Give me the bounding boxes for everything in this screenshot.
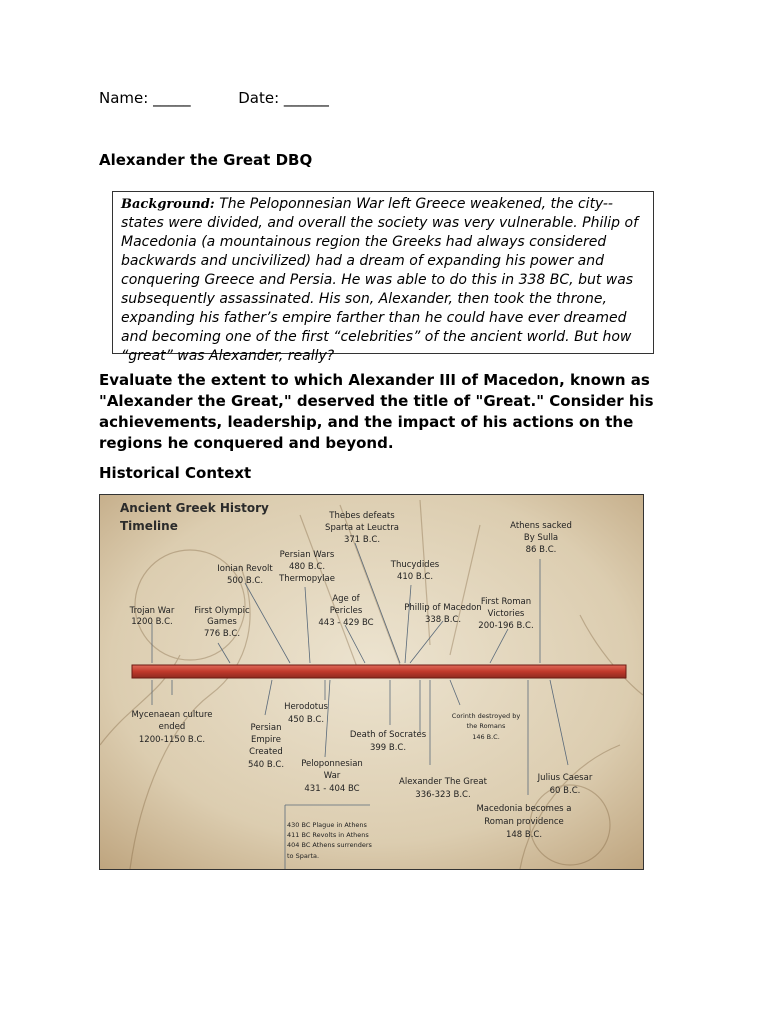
historical-context-heading: Historical Context [99,464,252,482]
timeline-bar [132,665,626,678]
timeline-title: Ancient Greek History [120,501,269,515]
event-roman-1: First Roman [480,597,532,607]
event-corinth-3: 146 B.C. [472,733,500,741]
event-pericles-2: Pericles [329,606,363,616]
event-roman-3: 200-196 B.C. [478,621,534,631]
event-athens-2: By Sulla [523,533,559,543]
event-corinth-1: Corinth destroyed by [451,712,521,720]
event-thebes-1: Thebes defeats [329,511,395,521]
event-persian-3: Thermopylae [279,574,335,584]
event-corinth-2: the Romans [466,722,506,730]
event-mycenaean-1: Mycenaean culture [131,710,213,720]
event-ionian-2: 500 B.C. [226,576,264,586]
event-macedonia-3: 148 B.C. [505,830,543,840]
event-roman-2: Victories [487,609,525,619]
event-olympic-3: 776 B.C. [203,629,241,639]
event-herodotus-1: Herodotus [284,702,328,712]
background-label: Background: [121,197,215,212]
event-macedonia-1: Macedonia becomes a [476,804,572,814]
event-herodotus-2: 450 B.C. [287,715,325,725]
event-ionian-1: Ionian Revolt [217,564,273,574]
event-mycenaean-2: ended [158,722,186,732]
timeline-subtitle: Timeline [120,519,178,533]
event-athens-1: Athens sacked [510,521,572,531]
event-pericles-1: Age of [332,594,360,604]
event-peloponnesian-2: War [323,771,341,781]
event-philip-2: 338 B.C. [424,615,462,625]
event-socrates-1: Death of Socrates [349,730,427,740]
event-caesar-2: 60 B.C. [549,786,581,796]
event-persian-empire-4: 540 B.C. [247,760,285,770]
event-caesar-1: Julius Caesar [537,773,593,783]
event-thebes-3: 371 B.C. [343,535,381,545]
event-alexander-1: Alexander The Great [399,777,487,787]
event-persian-empire-2: Empire [251,735,281,745]
essay-prompt: Evaluate the extent to which Alexander III of Macedon, known as "Alexander the Great," deserved the title of "Great." Consider his achievements, leadership, and the impact of his actions on the regions he conquered and beyond. [99,371,654,452]
event-olympic-2: Games [207,617,237,627]
event-notes-4: to Sparta. [287,852,320,860]
event-persian-empire-3: Created [249,747,283,757]
event-persian-empire-1: Persian [250,723,282,733]
event-socrates-2: 399 B.C. [369,743,407,753]
event-trojan-1: Trojan War [129,606,175,616]
event-notes-3: 404 BC Athens surrenders [287,841,372,849]
background-text: The Peloponnesian War left Greece weakened, the city--states were divided, and overall the society was very vulnerable. Philip of Macedonia (a mountainous region the Greeks had always considered backwards and uncivilized) had a dream of expanding his power and conquering Greece and Persia. He was able to do this in 338 BC, but was subsequently assassinated. His son, Alexander, then took the throne, expanding his father’s empire farther than he could have ever dreamed and becoming one of the first “celebrities” of the ancient world. But how “great” was Alexander, really? [121,196,638,364]
event-thucydides-2: 410 B.C. [396,572,434,582]
timeline-image [99,494,644,870]
document-title: Alexander the Great DBQ [99,151,313,169]
event-thebes-2: Sparta at Leuctra [325,523,399,533]
event-macedonia-2: Roman providence [484,817,564,827]
event-mycenaean-3: 1200-1150 B.C. [138,735,206,745]
event-olympic-1: First Olympic [194,606,250,616]
event-alexander-2: 336-323 B.C. [415,790,471,800]
background-box [112,191,654,364]
event-trojan-2: 1200 B.C. [131,617,173,627]
event-notes-2: 411 BC Revolts in Athens [287,831,369,839]
event-pericles-3: 443 - 429 BC [318,618,374,628]
event-thucydides-1: Thucydides [390,560,440,570]
event-persian-1: Persian Wars [279,550,335,560]
event-philip-1: Phillip of Macedon [404,603,482,613]
event-notes-1: 430 BC Plague in Athens [287,821,367,829]
event-athens-3: 86 B.C. [525,545,557,555]
event-peloponnesian-3: 431 - 404 BC [304,784,360,794]
event-persian-2: 480 B.C. [288,562,326,572]
event-peloponnesian-1: Peloponnesian [301,759,363,769]
name-date-line: Name: _____ Date: ______ [99,89,329,107]
timeline-graphic [100,495,643,869]
